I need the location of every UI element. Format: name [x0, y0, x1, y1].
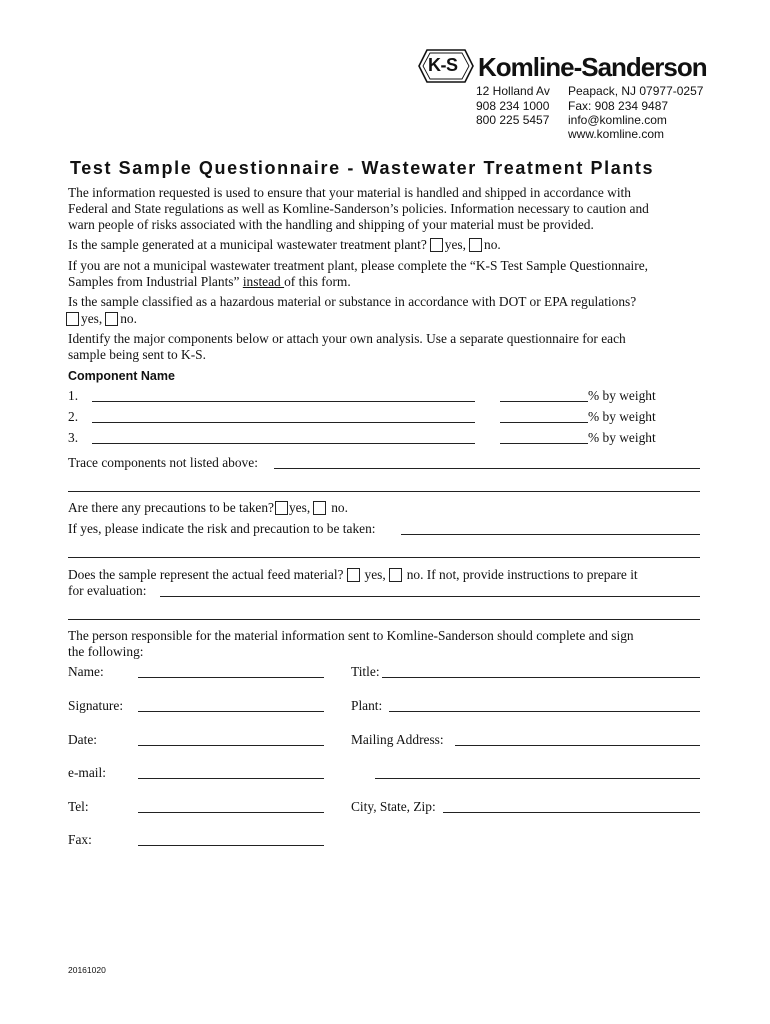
date-label: Date: — [68, 732, 97, 747]
risk-field-1[interactable] — [401, 534, 700, 535]
phone: 908 234 1000 — [476, 99, 550, 113]
component-1-name-field[interactable] — [92, 401, 475, 402]
email-field[interactable] — [138, 778, 324, 779]
address: 12 Holland Av — [476, 84, 550, 98]
email-address: info@komline.com — [568, 113, 667, 127]
municipal-no-checkbox[interactable] — [469, 238, 482, 252]
industrial-note-1: If you are not a municipal wastewater treatment plant, please complete the “K-S Test Sample Questionnaire, — [68, 258, 648, 273]
component-3-weight-field[interactable] — [500, 443, 588, 444]
q-municipal — [68, 237, 501, 253]
logo-mark: K-S — [428, 55, 458, 75]
feed-no-label: no. If not, provide instructions to prepare it — [406, 567, 638, 582]
intro-line-1: The information requested is used to ensure that your material is handled and shipped in accordance with — [68, 185, 631, 200]
responsible-line-1: The person responsible for the material information sent to Komline-Sanderson should complete and sign — [68, 628, 634, 643]
name-label: Name: — [68, 664, 104, 679]
feed-instructions-field-2[interactable] — [68, 619, 700, 620]
municipal-no-label: no. — [484, 237, 501, 252]
q-hazard-text: Is the sample classified as a hazardous material or substance in accordance with DOT or EPA regulations? — [68, 294, 637, 309]
component-1-weight-field[interactable] — [500, 401, 588, 402]
feed-evaluation-label: for evaluation: — [68, 583, 147, 598]
municipal-yes-checkbox[interactable] — [430, 238, 443, 252]
fax-label: Fax: — [68, 832, 92, 847]
feed-yes-label: yes, — [364, 567, 386, 582]
name-field[interactable] — [138, 677, 324, 678]
component-row-1-number: 1. — [68, 388, 79, 403]
city-state-zip-field[interactable] — [443, 812, 700, 813]
tel-field[interactable] — [138, 812, 324, 813]
component-3-unit: % by weight — [588, 430, 656, 445]
feed-no-checkbox[interactable] — [389, 568, 402, 582]
tel-label: Tel: — [68, 799, 89, 814]
identify-line-2: sample being sent to K-S. — [68, 347, 206, 362]
city-state-zip-label: City, State, Zip: — [351, 799, 436, 814]
risk-label: If yes, please indicate the risk and precaution to be taken: — [68, 521, 376, 536]
component-2-weight-field[interactable] — [500, 422, 588, 423]
feed-yes-checkbox[interactable] — [347, 568, 360, 582]
q-municipal-text: Is the sample generated at a municipal wastewater treatment plant? — [68, 237, 427, 252]
tollfree: 800 225 5457 — [476, 113, 550, 127]
title-field[interactable] — [382, 677, 700, 678]
q-precautions — [68, 500, 348, 516]
website: www.komline.com — [568, 127, 665, 141]
precautions-yes-label: yes, — [288, 500, 311, 515]
precautions-no-label: no. — [331, 500, 348, 515]
company-name: Komline-Sanderson — [478, 52, 707, 82]
component-1-unit: % by weight — [588, 388, 656, 403]
hazard-no-label: no. — [120, 311, 137, 326]
signature-field[interactable] — [138, 711, 324, 712]
trace-field-2[interactable] — [68, 491, 700, 492]
trace-label: Trace components not listed above: — [68, 455, 258, 470]
intro-line-2: Federal and State regulations as well as Komline-Sanderson’s policies. Information necessary to caution and — [68, 201, 649, 216]
company-logo — [417, 48, 475, 84]
mailing-address-field-2[interactable] — [375, 778, 700, 779]
plant-label: Plant: — [351, 698, 383, 713]
municipal-yes-label: yes, — [444, 237, 466, 252]
hazard-no-checkbox[interactable] — [105, 312, 118, 326]
identify-line-1: Identify the major components below or attach your own analysis. Use a separate questionnaire for each — [68, 331, 626, 346]
plant-field[interactable] — [389, 711, 700, 712]
trace-field-1[interactable] — [274, 468, 700, 469]
q-precautions-text: Are there any precautions to be taken? — [68, 500, 274, 515]
date-field[interactable] — [138, 745, 324, 746]
feed-instructions-field-1[interactable] — [160, 596, 700, 597]
hazard-yes-label: yes, — [81, 311, 103, 326]
mailing-address-field-1[interactable] — [455, 745, 700, 746]
responsible-line-2: the following: — [68, 644, 144, 659]
fax-field[interactable] — [138, 845, 324, 846]
precautions-yes-checkbox[interactable] — [275, 501, 288, 515]
form-code: 20161020 — [68, 965, 106, 975]
page-title: Test Sample Questionnaire - Wastewater Treatment Plants — [70, 158, 655, 178]
hazard-yes-checkbox[interactable] — [66, 312, 79, 326]
risk-field-2[interactable] — [68, 557, 700, 558]
title-label: Title: — [351, 664, 380, 679]
industrial-note-post: of this form. — [284, 274, 351, 289]
component-2-name-field[interactable] — [92, 422, 475, 423]
email-label: e-mail: — [68, 765, 106, 780]
precautions-no-checkbox[interactable] — [313, 501, 326, 515]
signature-label: Signature: — [68, 698, 124, 713]
component-header: Component Name — [68, 369, 175, 383]
mailing-address-label: Mailing Address: — [351, 732, 444, 747]
industrial-note-2 — [68, 274, 351, 290]
component-2-unit: % by weight — [588, 409, 656, 424]
q-feed — [68, 567, 638, 583]
q-feed-text: Does the sample represent the actual feed material? — [68, 567, 344, 582]
industrial-note-instead: instead — [242, 274, 285, 289]
q-hazard-options — [66, 311, 137, 327]
component-row-2-number: 2. — [68, 409, 79, 424]
industrial-note-pre: Samples from Industrial Plants” — [68, 274, 243, 289]
intro-line-3: warn people of risks associated with the handling and shipping of your material must be provided. — [68, 217, 594, 232]
city: Peapack, NJ 07977-0257 — [568, 84, 704, 98]
component-3-name-field[interactable] — [92, 443, 475, 444]
fax-number: Fax: 908 234 9487 — [568, 99, 669, 113]
component-row-3-number: 3. — [68, 430, 79, 445]
